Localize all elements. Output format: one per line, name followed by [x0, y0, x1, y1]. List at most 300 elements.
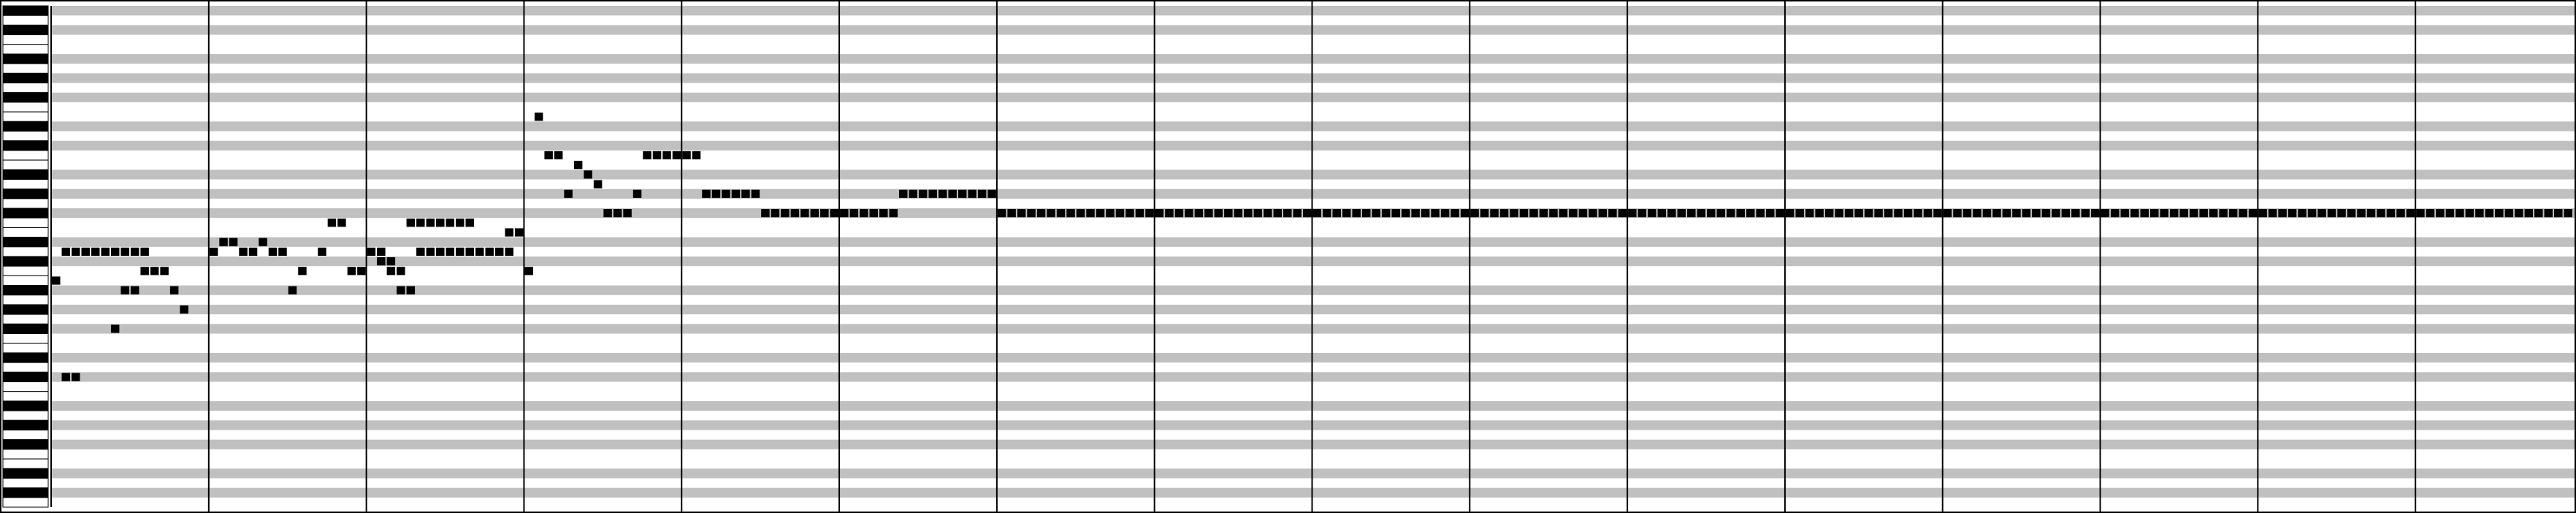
note[interactable] [1106, 209, 1114, 217]
note[interactable] [2091, 209, 2099, 217]
note[interactable] [140, 267, 148, 275]
note[interactable] [1293, 209, 1302, 217]
note[interactable] [978, 190, 986, 198]
note[interactable] [229, 238, 237, 246]
note[interactable] [1215, 209, 1223, 217]
note[interactable] [1047, 209, 1055, 217]
note[interactable] [2475, 209, 2483, 217]
black-key[interactable] [3, 121, 48, 131]
black-key[interactable] [3, 238, 48, 247]
note[interactable] [987, 190, 995, 198]
note[interactable] [1618, 209, 1627, 217]
note[interactable] [1303, 209, 1311, 217]
note[interactable] [278, 248, 286, 256]
white-key[interactable] [3, 334, 48, 343]
note[interactable] [1125, 209, 1134, 217]
note[interactable] [52, 276, 60, 284]
note[interactable] [968, 190, 976, 198]
note[interactable] [771, 209, 779, 217]
note[interactable] [61, 373, 69, 381]
note[interactable] [2141, 209, 2149, 217]
note[interactable] [1638, 209, 1646, 217]
note[interactable] [2505, 209, 2513, 217]
note[interactable] [1894, 209, 1902, 217]
note[interactable] [791, 209, 799, 217]
note[interactable] [397, 286, 405, 294]
black-key[interactable] [3, 208, 48, 218]
note[interactable] [1953, 209, 1961, 217]
note[interactable] [2416, 209, 2424, 217]
note[interactable] [1116, 209, 1124, 217]
note[interactable] [1756, 209, 1764, 217]
white-key[interactable] [3, 35, 48, 45]
note[interactable] [535, 113, 543, 121]
black-key[interactable] [3, 305, 48, 314]
note[interactable] [890, 209, 898, 217]
black-key[interactable] [3, 401, 48, 411]
note[interactable] [2288, 209, 2296, 217]
note[interactable] [111, 324, 119, 332]
white-key[interactable] [3, 151, 48, 160]
note[interactable] [397, 267, 405, 275]
note[interactable] [1431, 209, 1439, 217]
black-key[interactable] [3, 440, 48, 449]
note[interactable] [436, 248, 444, 256]
white-key[interactable] [3, 227, 48, 237]
note[interactable] [603, 209, 611, 217]
note[interactable] [1066, 209, 1074, 217]
note[interactable] [1096, 209, 1104, 217]
note[interactable] [81, 248, 89, 256]
black-key[interactable] [3, 189, 48, 199]
note[interactable] [2258, 209, 2266, 217]
note[interactable] [2121, 209, 2129, 217]
note[interactable] [830, 209, 838, 217]
note[interactable] [367, 248, 375, 256]
white-key[interactable] [3, 15, 48, 25]
note[interactable] [1569, 209, 1577, 217]
note[interactable] [515, 228, 523, 236]
note[interactable] [1441, 209, 1449, 217]
white-key[interactable] [3, 295, 48, 305]
note[interactable] [72, 248, 80, 256]
note[interactable] [2179, 209, 2187, 217]
note[interactable] [673, 151, 681, 159]
note[interactable] [446, 218, 454, 227]
note[interactable] [1854, 209, 1862, 217]
white-key[interactable] [3, 449, 48, 459]
note[interactable] [1037, 209, 1045, 217]
note[interactable] [1766, 209, 1774, 217]
note[interactable] [436, 218, 444, 227]
note[interactable] [111, 248, 119, 256]
note[interactable] [1224, 209, 1232, 217]
note[interactable] [1490, 209, 1498, 217]
note[interactable] [1540, 209, 1548, 217]
note[interactable] [2229, 209, 2237, 217]
note[interactable] [1402, 209, 1410, 217]
note[interactable] [131, 286, 139, 294]
note[interactable] [1165, 209, 1173, 217]
note[interactable] [1254, 209, 1262, 217]
note[interactable] [1500, 209, 1508, 217]
note[interactable] [1155, 209, 1163, 217]
black-key[interactable] [3, 141, 48, 151]
note[interactable] [1815, 209, 1823, 217]
white-key[interactable] [3, 392, 48, 401]
note[interactable] [2377, 209, 2385, 217]
note[interactable] [2495, 209, 2503, 217]
note[interactable] [357, 267, 365, 275]
note[interactable] [1057, 209, 1065, 217]
note[interactable] [91, 248, 99, 256]
note[interactable] [1914, 209, 1922, 217]
note[interactable] [1391, 209, 1399, 217]
note[interactable] [1736, 209, 1744, 217]
note[interactable] [101, 248, 109, 256]
note[interactable] [2032, 209, 2040, 217]
note[interactable] [524, 267, 532, 275]
note[interactable] [2564, 209, 2572, 217]
note[interactable] [475, 248, 484, 256]
note[interactable] [1332, 209, 1340, 217]
note[interactable] [505, 248, 513, 256]
note[interactable] [269, 248, 277, 256]
note[interactable] [1086, 209, 1094, 217]
note[interactable] [160, 267, 168, 275]
note[interactable] [1707, 209, 1715, 217]
note[interactable] [584, 170, 592, 178]
white-key[interactable] [3, 478, 48, 487]
note[interactable] [2101, 209, 2109, 217]
note[interactable] [1234, 209, 1242, 217]
note[interactable] [1529, 209, 1537, 217]
white-key[interactable] [3, 382, 48, 392]
note[interactable] [614, 209, 622, 217]
note[interactable] [2111, 209, 2119, 217]
black-key[interactable] [3, 93, 48, 102]
note[interactable] [1461, 209, 1469, 217]
note[interactable] [2328, 209, 2336, 217]
note[interactable] [909, 190, 917, 198]
white-key[interactable] [3, 160, 48, 170]
note[interactable] [1411, 209, 1419, 217]
note[interactable] [1549, 209, 1557, 217]
note[interactable] [485, 248, 493, 256]
note[interactable] [2170, 209, 2178, 217]
note[interactable] [1874, 209, 1882, 217]
note[interactable] [1185, 209, 1193, 217]
note[interactable] [1825, 209, 1833, 217]
note[interactable] [140, 248, 148, 256]
note[interactable] [2515, 209, 2523, 217]
note[interactable] [662, 151, 670, 159]
note[interactable] [121, 248, 129, 256]
note[interactable] [919, 190, 927, 198]
note[interactable] [2012, 209, 2020, 217]
note[interactable] [623, 209, 631, 217]
note[interactable] [456, 248, 464, 256]
note[interactable] [2199, 209, 2207, 217]
note[interactable] [337, 218, 345, 227]
note[interactable] [2357, 209, 2365, 217]
note[interactable] [948, 190, 956, 198]
note[interactable] [1973, 209, 1981, 217]
note[interactable] [1136, 209, 1144, 217]
white-key[interactable] [3, 179, 48, 189]
note[interactable] [2130, 209, 2139, 217]
note[interactable] [2525, 209, 2533, 217]
note[interactable] [416, 248, 424, 256]
note[interactable] [1017, 209, 1025, 217]
note[interactable] [2160, 209, 2168, 217]
white-key[interactable] [3, 247, 48, 256]
note[interactable] [2190, 209, 2198, 217]
note[interactable] [2278, 209, 2286, 217]
note[interactable] [1678, 209, 1686, 217]
note[interactable] [2545, 209, 2553, 217]
white-key[interactable] [3, 83, 48, 93]
black-key[interactable] [3, 73, 48, 83]
note[interactable] [2022, 209, 2030, 217]
note[interactable] [1480, 209, 1488, 217]
note[interactable] [1204, 209, 1212, 217]
note[interactable] [1992, 209, 2000, 217]
note[interactable] [870, 209, 878, 217]
white-key[interactable] [3, 459, 48, 468]
note[interactable] [2042, 209, 2050, 217]
note[interactable] [2071, 209, 2079, 217]
note[interactable] [1884, 209, 1892, 217]
note[interactable] [446, 248, 454, 256]
note[interactable] [1924, 209, 1932, 217]
note[interactable] [692, 151, 700, 159]
note[interactable] [732, 190, 740, 198]
note[interactable] [210, 248, 218, 256]
note[interactable] [899, 190, 907, 198]
note[interactable] [1746, 209, 1754, 217]
note[interactable] [1697, 209, 1705, 217]
note[interactable] [72, 373, 80, 381]
note[interactable] [61, 248, 69, 256]
note[interactable] [554, 151, 562, 159]
note[interactable] [407, 286, 415, 294]
white-key[interactable] [3, 430, 48, 439]
note[interactable] [1865, 209, 1873, 217]
note[interactable] [1795, 209, 1803, 217]
white-key[interactable] [3, 218, 48, 227]
note[interactable] [1786, 209, 1794, 217]
note[interactable] [1175, 209, 1183, 217]
note[interactable] [1687, 209, 1695, 217]
note[interactable] [1342, 209, 1350, 217]
note[interactable] [1963, 209, 1971, 217]
note[interactable] [1382, 209, 1390, 217]
note[interactable] [150, 267, 158, 275]
note[interactable] [298, 267, 306, 275]
note[interactable] [1470, 209, 1478, 217]
white-key[interactable] [3, 102, 48, 112]
black-key[interactable] [3, 170, 48, 179]
note[interactable] [840, 209, 848, 217]
white-key[interactable] [3, 132, 48, 141]
note[interactable] [712, 190, 720, 198]
note[interactable] [761, 209, 769, 217]
note[interactable] [1007, 209, 1015, 217]
note[interactable] [781, 209, 789, 217]
note[interactable] [544, 151, 552, 159]
note[interactable] [2308, 209, 2316, 217]
note[interactable] [2426, 209, 2434, 217]
note[interactable] [1805, 209, 1813, 217]
note[interactable] [1145, 209, 1153, 217]
black-key[interactable] [3, 286, 48, 295]
note[interactable] [2466, 209, 2474, 217]
note[interactable] [850, 209, 858, 217]
note[interactable] [1283, 209, 1291, 217]
note[interactable] [1372, 209, 1380, 217]
note[interactable] [2455, 209, 2464, 217]
note[interactable] [1835, 209, 1843, 217]
black-key[interactable] [3, 420, 48, 430]
white-key[interactable] [3, 411, 48, 420]
note[interactable] [879, 209, 887, 217]
note[interactable] [2317, 209, 2325, 217]
note[interactable] [427, 248, 435, 256]
note[interactable] [456, 218, 464, 227]
note[interactable] [180, 305, 188, 314]
white-key[interactable] [3, 199, 48, 208]
note[interactable] [653, 151, 661, 159]
white-key[interactable] [3, 266, 48, 276]
note[interactable] [1983, 209, 1991, 217]
note[interactable] [1579, 209, 1587, 217]
note[interactable] [2082, 209, 2090, 217]
note[interactable] [239, 248, 247, 256]
note[interactable] [377, 248, 385, 256]
note[interactable] [752, 190, 760, 198]
note[interactable] [505, 228, 513, 236]
note[interactable] [1244, 209, 1252, 217]
note[interactable] [811, 209, 819, 217]
black-key[interactable] [3, 6, 48, 15]
note[interactable] [928, 190, 936, 198]
white-key[interactable] [3, 362, 48, 372]
note[interactable] [328, 218, 336, 227]
note[interactable] [1628, 209, 1636, 217]
note[interactable] [348, 267, 356, 275]
note[interactable] [820, 209, 828, 217]
note[interactable] [722, 190, 730, 198]
note[interactable] [1077, 209, 1085, 217]
note[interactable] [249, 248, 257, 256]
piano-keyboard[interactable] [3, 6, 48, 507]
note[interactable] [1727, 209, 1735, 217]
note[interactable] [702, 190, 710, 198]
note[interactable] [2219, 209, 2227, 217]
note[interactable] [377, 257, 385, 265]
note[interactable] [860, 209, 868, 217]
black-key[interactable] [3, 54, 48, 64]
note[interactable] [1776, 209, 1784, 217]
note[interactable] [131, 248, 139, 256]
white-key[interactable] [3, 112, 48, 121]
note[interactable] [1274, 209, 1282, 217]
note[interactable] [1421, 209, 1429, 217]
note[interactable] [998, 209, 1006, 217]
note[interactable] [1313, 209, 1321, 217]
black-key[interactable] [3, 488, 48, 498]
note[interactable] [2387, 209, 2395, 217]
note[interactable] [2347, 209, 2355, 217]
note[interactable] [2534, 209, 2542, 217]
black-key[interactable] [3, 324, 48, 333]
note[interactable] [1648, 209, 1656, 217]
note[interactable] [416, 218, 424, 227]
note[interactable] [407, 218, 415, 227]
note[interactable] [170, 286, 178, 294]
black-key[interactable] [3, 468, 48, 478]
note[interactable] [1845, 209, 1853, 217]
note[interactable] [1904, 209, 1912, 217]
white-key[interactable] [3, 64, 48, 73]
note[interactable] [387, 257, 395, 265]
note[interactable] [2209, 209, 2217, 217]
note[interactable] [1658, 209, 1666, 217]
note[interactable] [1608, 209, 1616, 217]
note[interactable] [633, 190, 641, 198]
note[interactable] [2446, 209, 2454, 217]
note[interactable] [2239, 209, 2247, 217]
note[interactable] [2003, 209, 2011, 217]
note[interactable] [2407, 209, 2415, 217]
note[interactable] [1510, 209, 1518, 217]
black-key[interactable] [3, 256, 48, 266]
note[interactable] [682, 151, 690, 159]
note[interactable] [1599, 209, 1607, 217]
note[interactable] [259, 238, 267, 246]
note[interactable] [219, 238, 227, 246]
note[interactable] [288, 286, 297, 294]
note[interactable] [594, 180, 602, 188]
note[interactable] [2436, 209, 2444, 217]
note[interactable] [1027, 209, 1035, 217]
note[interactable] [2052, 209, 2060, 217]
note[interactable] [2367, 209, 2375, 217]
note[interactable] [958, 190, 966, 198]
note[interactable] [387, 267, 395, 275]
black-key[interactable] [3, 372, 48, 381]
note[interactable] [1717, 209, 1725, 217]
note[interactable] [495, 248, 503, 256]
note[interactable] [741, 190, 749, 198]
note[interactable] [1352, 209, 1360, 217]
black-key[interactable] [3, 25, 48, 34]
note[interactable] [2062, 209, 2070, 217]
note[interactable] [1933, 209, 1941, 217]
note[interactable] [2269, 209, 2277, 217]
note[interactable] [2554, 209, 2562, 217]
note[interactable] [121, 286, 129, 294]
note[interactable] [1520, 209, 1528, 217]
note[interactable] [643, 151, 651, 159]
note[interactable] [1559, 209, 1567, 217]
note[interactable] [1362, 209, 1370, 217]
note[interactable] [2249, 209, 2257, 217]
white-key[interactable] [3, 498, 48, 507]
note[interactable] [427, 218, 435, 227]
white-key[interactable] [3, 45, 48, 54]
